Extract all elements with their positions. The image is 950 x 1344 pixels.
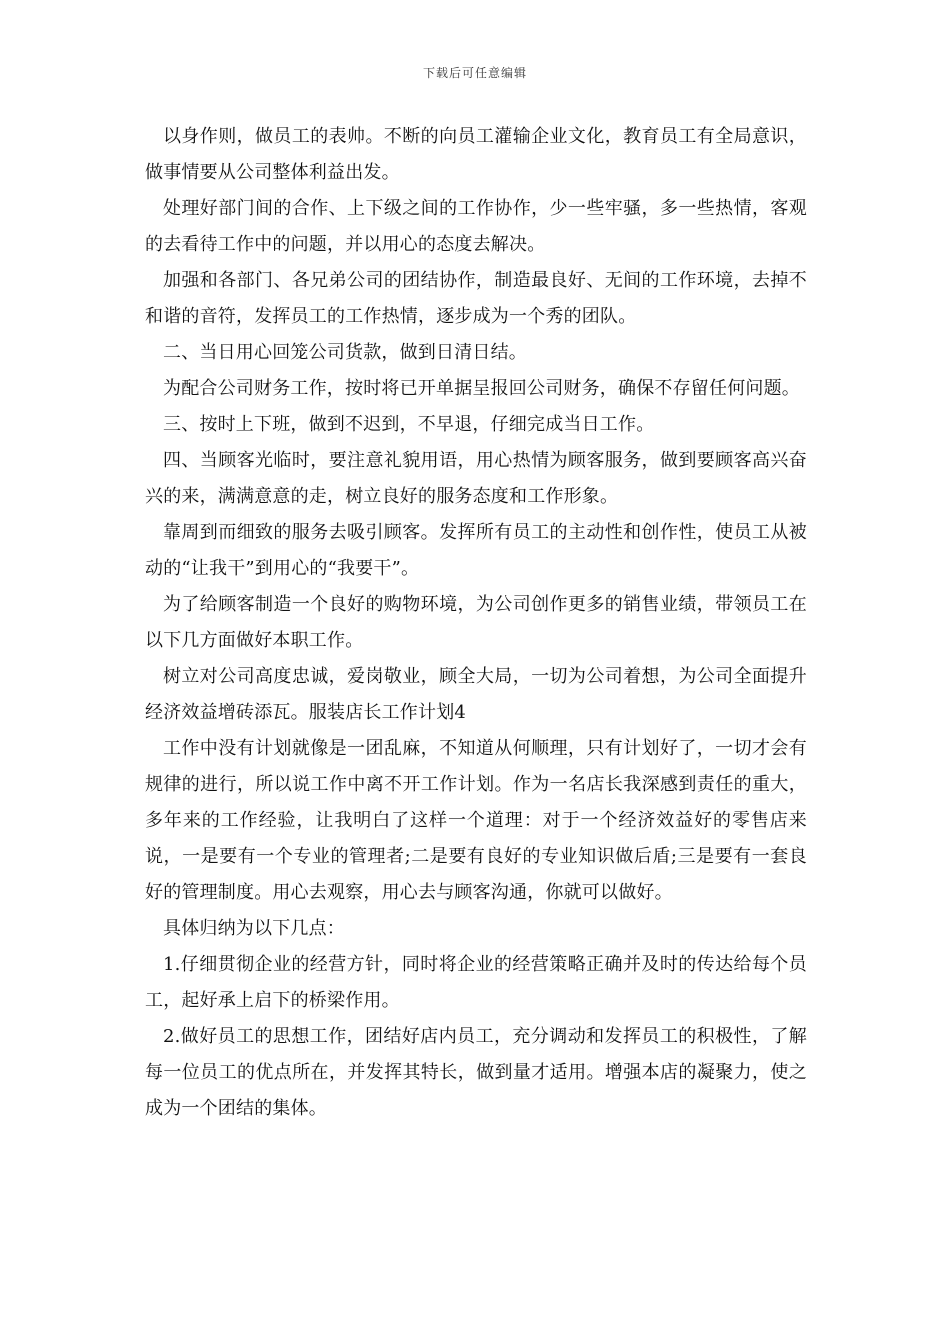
section-heading: 四、当顾客光临时，要注意礼貌用语，用心热情为顾客服务，做到要顾客高兴奋兴的来，满满意意的走，树立良好的服务态度和工作形象。 (145, 450, 807, 507)
paragraph: 加强和各部门、各兄弟公司的团结协作，制造最良好、无间的工作环境，去掉不和谐的音符，发挥员工的工作热情，逐步成为一个秀的团队。 (145, 270, 807, 327)
paragraph: 为了给顾客制造一个良好的购物环境，为公司创作更多的销售业绩，带领员工在以下几方面做好本职工作。 (145, 594, 807, 651)
section-heading: 三、按时上下班，做到不迟到，不早退，仔细完成当日工作。 (163, 414, 655, 435)
page-header-note: 下载后可任意编辑 (422, 66, 527, 80)
paragraph: 树立对公司高度忠诚，爱岗敬业，顾全大局，一切为公司着想，为公司全面提升经济效益增砖添瓦。服装店长工作计划4 (145, 666, 807, 723)
document-body (145, 119, 807, 1127)
paragraph: 靠周到而细致的服务去吸引顾客。发挥所有员工的主动性和创作性，使员工从被动的“让我干”到用心的“我要干”。 (145, 522, 807, 579)
paragraph: 为配合公司财务工作，按时将已开单据呈报回公司财务，确保不存留任何问题。 (163, 378, 800, 399)
paragraph: 以身作则，做员工的表帅。不断的向员工灌输企业文化，教育员工有全局意识，做事情要从公司整体利益出发。 (145, 126, 807, 183)
paragraph: 工作中没有计划就像是一团乱麻，不知道从何顺理，只有计划好了，一切才会有规律的进行，所以说工作中离不开工作计划。作为一名店长我深感到责任的重大，多年来的工作经验，让我明白了这样一个道理：对于一个经济效益好的零售店来说，一是要有一个专业的管理者;二是要有良好的专业知识做后盾;三是要有一套良好的管理制度。用心去观察，用心去与顾客沟通，你就可以做好。 (145, 738, 807, 903)
paragraph: 处理好部门间的合作、上下级之间的工作协作，少一些牢骚，多一些热情，客观的去看待工作中的问题，并以用心的态度去解决。 (145, 198, 807, 255)
section-heading: 二、当日用心回笼公司货款，做到日清日结。 (163, 342, 527, 363)
paragraph: 具体归纳为以下几点： (163, 918, 345, 939)
list-item: 1.仔细贯彻企业的经营方针，同时将企业的经营策略正确并及时的传达给每个员工，起好承上启下的桥梁作用。 (145, 954, 807, 1011)
list-item: 2.做好员工的思想工作，团结好店内员工，充分调动和发挥员工的积极性，了解每一位员工的优点所在，并发挥其特长，做到量才适用。增强本店的凝聚力，使之成为一个团结的集体。 (145, 1026, 807, 1119)
